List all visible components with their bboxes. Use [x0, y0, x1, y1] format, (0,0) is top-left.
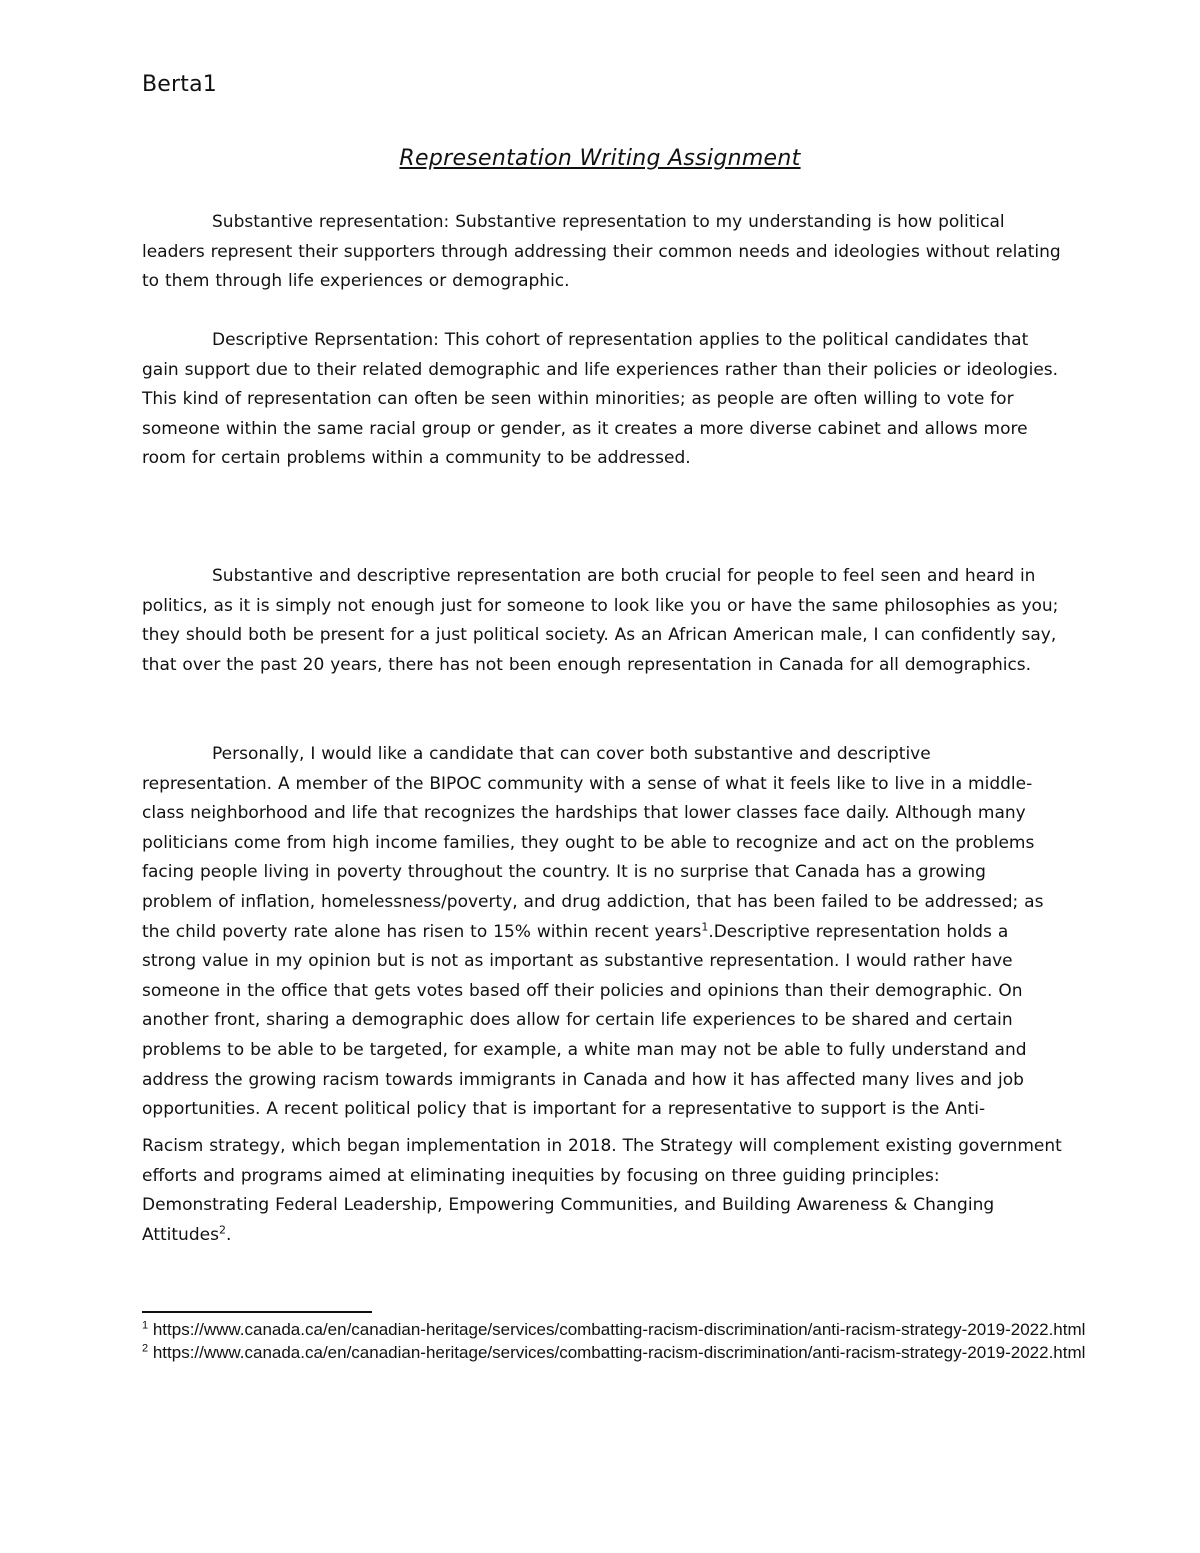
paragraph-text: Substantive and descriptive representation are both crucial for people to feel seen and heard in politics, as it is simply not enough just for someone to look like you or have the same philosophies as you; they should both be present for a just political society. As an African American male, I can confidently say, that over the past 20 years, there has not been enough representation in Canada for all demographics.	[142, 566, 1059, 675]
document-title: Representation Writing Assignment	[399, 146, 801, 171]
paragraph-anti-racism-strategy	[142, 1132, 1062, 1250]
paragraph-text-part: Racism strategy, which began implementation in 2018. The Strategy will complement existing government efforts and programs aimed at eliminating inequities by focusing on three guiding principles: Demonstrating Federal Leadership, Empowering Communities, and Building Awareness & Changing Attitudes	[142, 1136, 1062, 1245]
paragraph-text	[142, 740, 1062, 1125]
footnote-item	[142, 1341, 1102, 1364]
footnotes	[142, 1318, 1102, 1365]
footnote-item	[142, 1318, 1102, 1341]
paragraph-text-part: Personally, I would like a candidate that can cover both substantive and descriptive representation. A member of the BIPOC community with a sense of what it feels like to live in a middle-class neighborhood and life that recognizes the hardships that lower classes face daily. Although many politicians come from high income families, they ought to be able to recognize and act on the problems facing people living in poverty throughout the country. It is no surprise that Canada has a growing problem of inflation, homelessness/poverty, and drug addiction, that has been failed to be addressed; as the child poverty rate alone has risen to 15% within recent years	[142, 744, 1044, 942]
footnote-separator	[142, 1311, 372, 1313]
paragraph-comparison	[142, 562, 1062, 680]
paragraph-substantive-definition	[142, 208, 1062, 297]
paragraph-text: Substantive representation: Substantive representation to my understanding is how political leaders represent their supporters through addressing their common needs and ideologies without relating to them through life experiences or demographic.	[142, 212, 1061, 292]
paragraph-text-part: .	[225, 1224, 232, 1245]
paragraph-descriptive-definition	[142, 326, 1062, 474]
footnote-link[interactable]: https://www.canada.ca/en/canadian-heritage/services/combatting-racism-discrimination/anti-racism-strategy-2019-2022.html	[148, 1320, 1086, 1339]
paragraph-personal-view	[142, 740, 1062, 1125]
footnote-reference[interactable]: 1	[701, 919, 709, 933]
footnote-link[interactable]: https://www.canada.ca/en/canadian-heritage/services/combatting-racism-discrimination/anti-racism-strategy-2019-2022.html	[148, 1343, 1086, 1363]
paragraph-text: Descriptive Reprsentation: This cohort of representation applies to the political candidates that gain support due to their related demographic and life experiences rather than their policies or ideologies. This kind of representation can often be seen within minorities; as people are often willing to vote for someone within the same racial group or gender, as it creates a more diverse cabinet and allows more room for certain problems within a community to be addressed.	[142, 330, 1059, 469]
running-head: Berta1	[142, 72, 217, 97]
paragraph-text	[142, 1132, 1062, 1250]
footnote-number: 2	[142, 1342, 149, 1355]
paragraph-text-part: .Descriptive representation holds a strong value in my opinion but is not as important as substantive representation. I would rather have someone in the office that gets votes based off their policies and opinions than their demographic. On another front, sharing a demographic does allow for certain life experiences to be shared and certain problems to be able to be targeted, for example, a white man may not be able to fully understand and address the growing racism towards immigrants in Canada and how it has affected many lives and job opportunities. A recent political policy that is important for a representative to support is the Anti-	[142, 921, 1027, 1120]
footnote-reference[interactable]: 2	[218, 1223, 226, 1237]
footnote-number: 1	[142, 1319, 149, 1332]
